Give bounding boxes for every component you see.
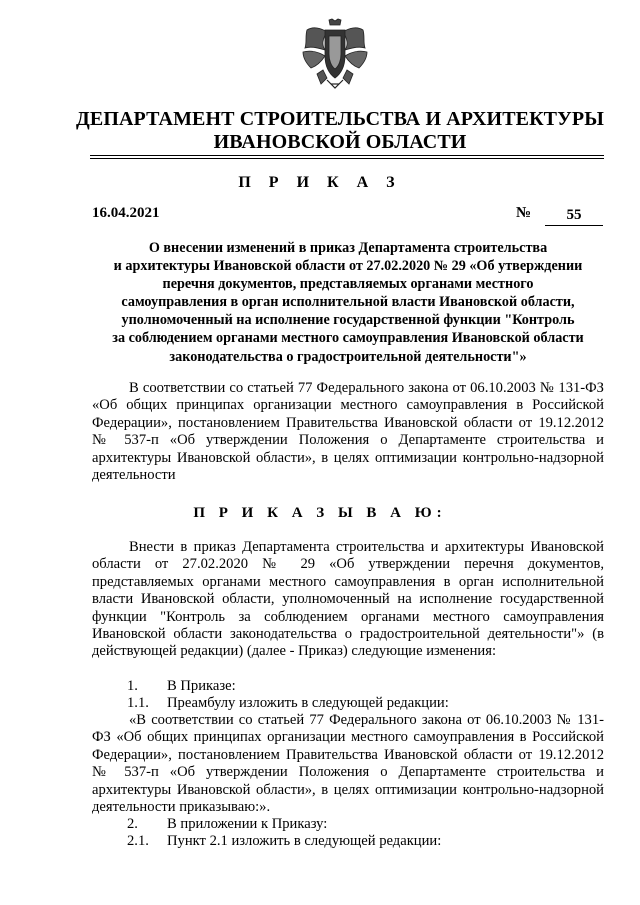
list-item bbox=[92, 833, 441, 850]
subject-line: и архитектуры Ивановской области от 27.02.2020 № 29 «Об утверждении bbox=[113, 258, 583, 275]
item-text: Преамбулу изложить в следующей редакции: bbox=[167, 695, 449, 711]
header-rule-top bbox=[90, 155, 604, 156]
item-number: 1.1. bbox=[127, 695, 149, 711]
list-item bbox=[92, 678, 236, 695]
item-number: 2.1. bbox=[127, 833, 149, 849]
body-intro-paragraph: Внести в приказ Департамента строительства и архитектуры Ивановской области от 27.02.2020 № 29 «Об утверждении перечня документов, представляемых органами местного самоуправления в орган исполнительной власти Ивановской области, уполномоченный на исполнение государственной функции "Контроль за соблюдением органами местного самоуправления Ивановской области законодательства о градостроительной деятельности"» (в действующей редакции) (далее - Приказ) следующие изменения: bbox=[92, 539, 604, 660]
department-name-line1: ДЕПАРТАМЕНТ СТРОИТЕЛЬСТВА И АРХИТЕКТУРЫ bbox=[76, 108, 604, 130]
order-heading: П Р И К А З Ы В А Ю: bbox=[193, 505, 447, 521]
order-number-label: № bbox=[516, 205, 532, 221]
order-title: П Р И К А З bbox=[238, 174, 402, 191]
item-number: 1. bbox=[127, 678, 138, 694]
preamble-paragraph: В соответствии со статьей 77 Федерального закона от 06.10.2003 № 131-ФЗ «Об общих принципах организации местного самоуправления в Российской Федерации», постановлением Правительства Ивановской области от 19.12.2012 № 537-п «Об утверждении Положения о Департаменте строительства и архитектуры Ивановской области», в целях оптимизации контрольно-надзорной деятельности bbox=[92, 380, 604, 484]
subject-line: О внесении изменений в приказ Департамента строительства bbox=[148, 240, 548, 256]
order-date: 16.04.2021 bbox=[92, 205, 160, 221]
item-text: Пункт 2.1 изложить в следующей редакции: bbox=[167, 833, 442, 849]
subject-line: уполномоченный на исполнение государственной функции "Контроль bbox=[121, 312, 575, 329]
subject-line: за соблюдением органами местного самоуправления Ивановской области bbox=[112, 330, 584, 347]
subject-line: перечня документов, представляемых органами местного bbox=[162, 276, 534, 293]
item-text: В приложении к Приказу: bbox=[167, 816, 328, 832]
list-item bbox=[92, 816, 327, 833]
item-number: 2. bbox=[127, 816, 138, 832]
item-text: В Приказе: bbox=[167, 678, 236, 694]
list-item bbox=[92, 695, 449, 712]
coat-of-arms-emblem bbox=[299, 18, 371, 92]
header-rule-bottom bbox=[90, 158, 604, 159]
subject-line: законодательства о градостроительной деятельности"» bbox=[169, 348, 527, 365]
quoted-preamble-paragraph: «В соответствии со статьей 77 Федерального закона от 06.10.2003 № 131-ФЗ «Об общих принципах организации местного самоуправления в Российской Федерации», постановлением Правительства Ивановской области от 19.12.2012 № 537-п «Об утверждении Положения о Департаменте строительства и архитектуры Ивановской области», в целях оптимизации контрольно-надзорной деятельности приказываю:». bbox=[92, 712, 604, 816]
order-subject bbox=[92, 239, 604, 366]
subject-line: самоуправления в орган исполнительной власти Ивановской области, bbox=[121, 294, 575, 311]
order-number: 55 bbox=[545, 205, 603, 226]
department-name-line2: ИВАНОВСКОЙ ОБЛАСТИ bbox=[213, 131, 467, 153]
